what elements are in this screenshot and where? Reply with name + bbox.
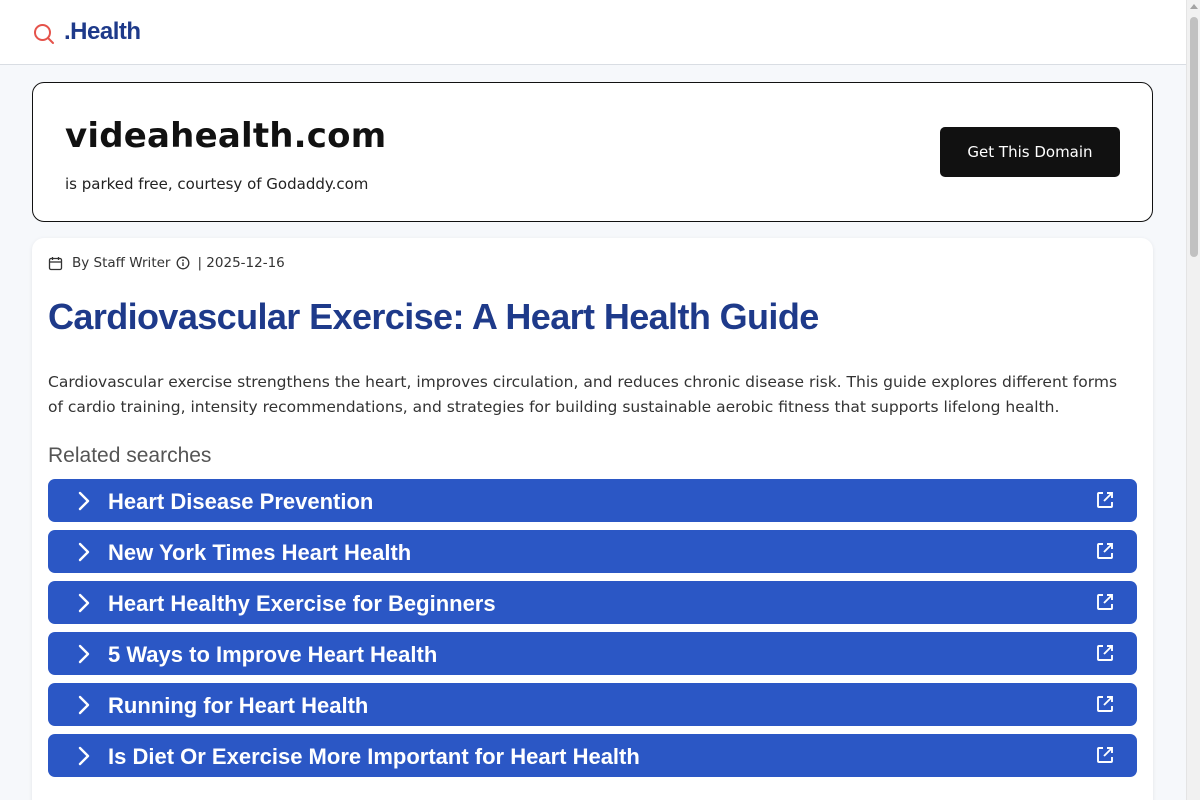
related-search-label: Is Diet Or Exercise More Important for Heart Health	[108, 744, 640, 769]
info-icon	[176, 256, 190, 270]
top-header	[0, 0, 1186, 65]
related-search-item[interactable]	[48, 581, 1137, 624]
parked-subtitle: is parked free, courtesy of Godaddy.com	[65, 175, 369, 193]
related-searches-title: Related searches	[48, 444, 212, 467]
chevron-right-icon	[74, 694, 94, 716]
chevron-right-icon	[74, 745, 94, 767]
article-author: By Staff Writer	[72, 255, 171, 271]
calendar-icon	[48, 256, 63, 271]
related-search-label: New York Times Heart Health	[108, 540, 412, 565]
domain-parked-banner	[32, 82, 1153, 222]
related-search-item[interactable]	[48, 530, 1137, 573]
page-scrollbar[interactable]	[1186, 0, 1200, 800]
external-link-icon	[1095, 592, 1115, 612]
external-link-icon	[1095, 643, 1115, 663]
related-search-label: Running for Heart Health	[108, 693, 369, 718]
logo-text: .Health	[64, 18, 141, 45]
article-meta	[48, 255, 285, 271]
related-search-item[interactable]	[48, 734, 1137, 777]
domain-name: videahealth.com	[65, 116, 387, 156]
chevron-right-icon	[74, 490, 94, 512]
external-link-icon	[1095, 541, 1115, 561]
chevron-right-icon	[74, 592, 94, 614]
related-search-label: Heart Disease Prevention	[108, 489, 374, 514]
article-title: Cardiovascular Exercise: A Heart Health Guide	[48, 296, 819, 337]
search-icon	[33, 23, 55, 45]
external-link-icon	[1095, 490, 1115, 510]
external-link-icon	[1095, 694, 1115, 714]
article-summary: Cardiovascular exercise strengthens the heart, improves circulation, and reduces chronic disease risk. This guide explores different forms of cardio training, intensity recommendations, and strategies for building sustainable aerobic fitness that supports lifelong health.	[48, 373, 1118, 416]
article-date: | 2025-12-16	[197, 255, 285, 271]
scroll-thumb[interactable]	[1190, 17, 1198, 257]
article-card	[32, 238, 1153, 800]
related-search-item[interactable]	[48, 479, 1137, 522]
external-link-icon	[1095, 745, 1115, 765]
related-searches-list	[48, 479, 1137, 785]
related-search-item[interactable]	[48, 632, 1137, 675]
related-search-label: Heart Healthy Exercise for Beginners	[108, 591, 496, 616]
scroll-up-arrow-icon[interactable]	[1190, 4, 1198, 9]
site-logo[interactable]	[33, 18, 141, 46]
related-search-item[interactable]	[48, 683, 1137, 726]
chevron-right-icon	[74, 541, 94, 563]
get-domain-button[interactable]: Get This Domain	[940, 127, 1120, 177]
chevron-right-icon	[74, 643, 94, 665]
related-search-label: 5 Ways to Improve Heart Health	[108, 642, 438, 667]
